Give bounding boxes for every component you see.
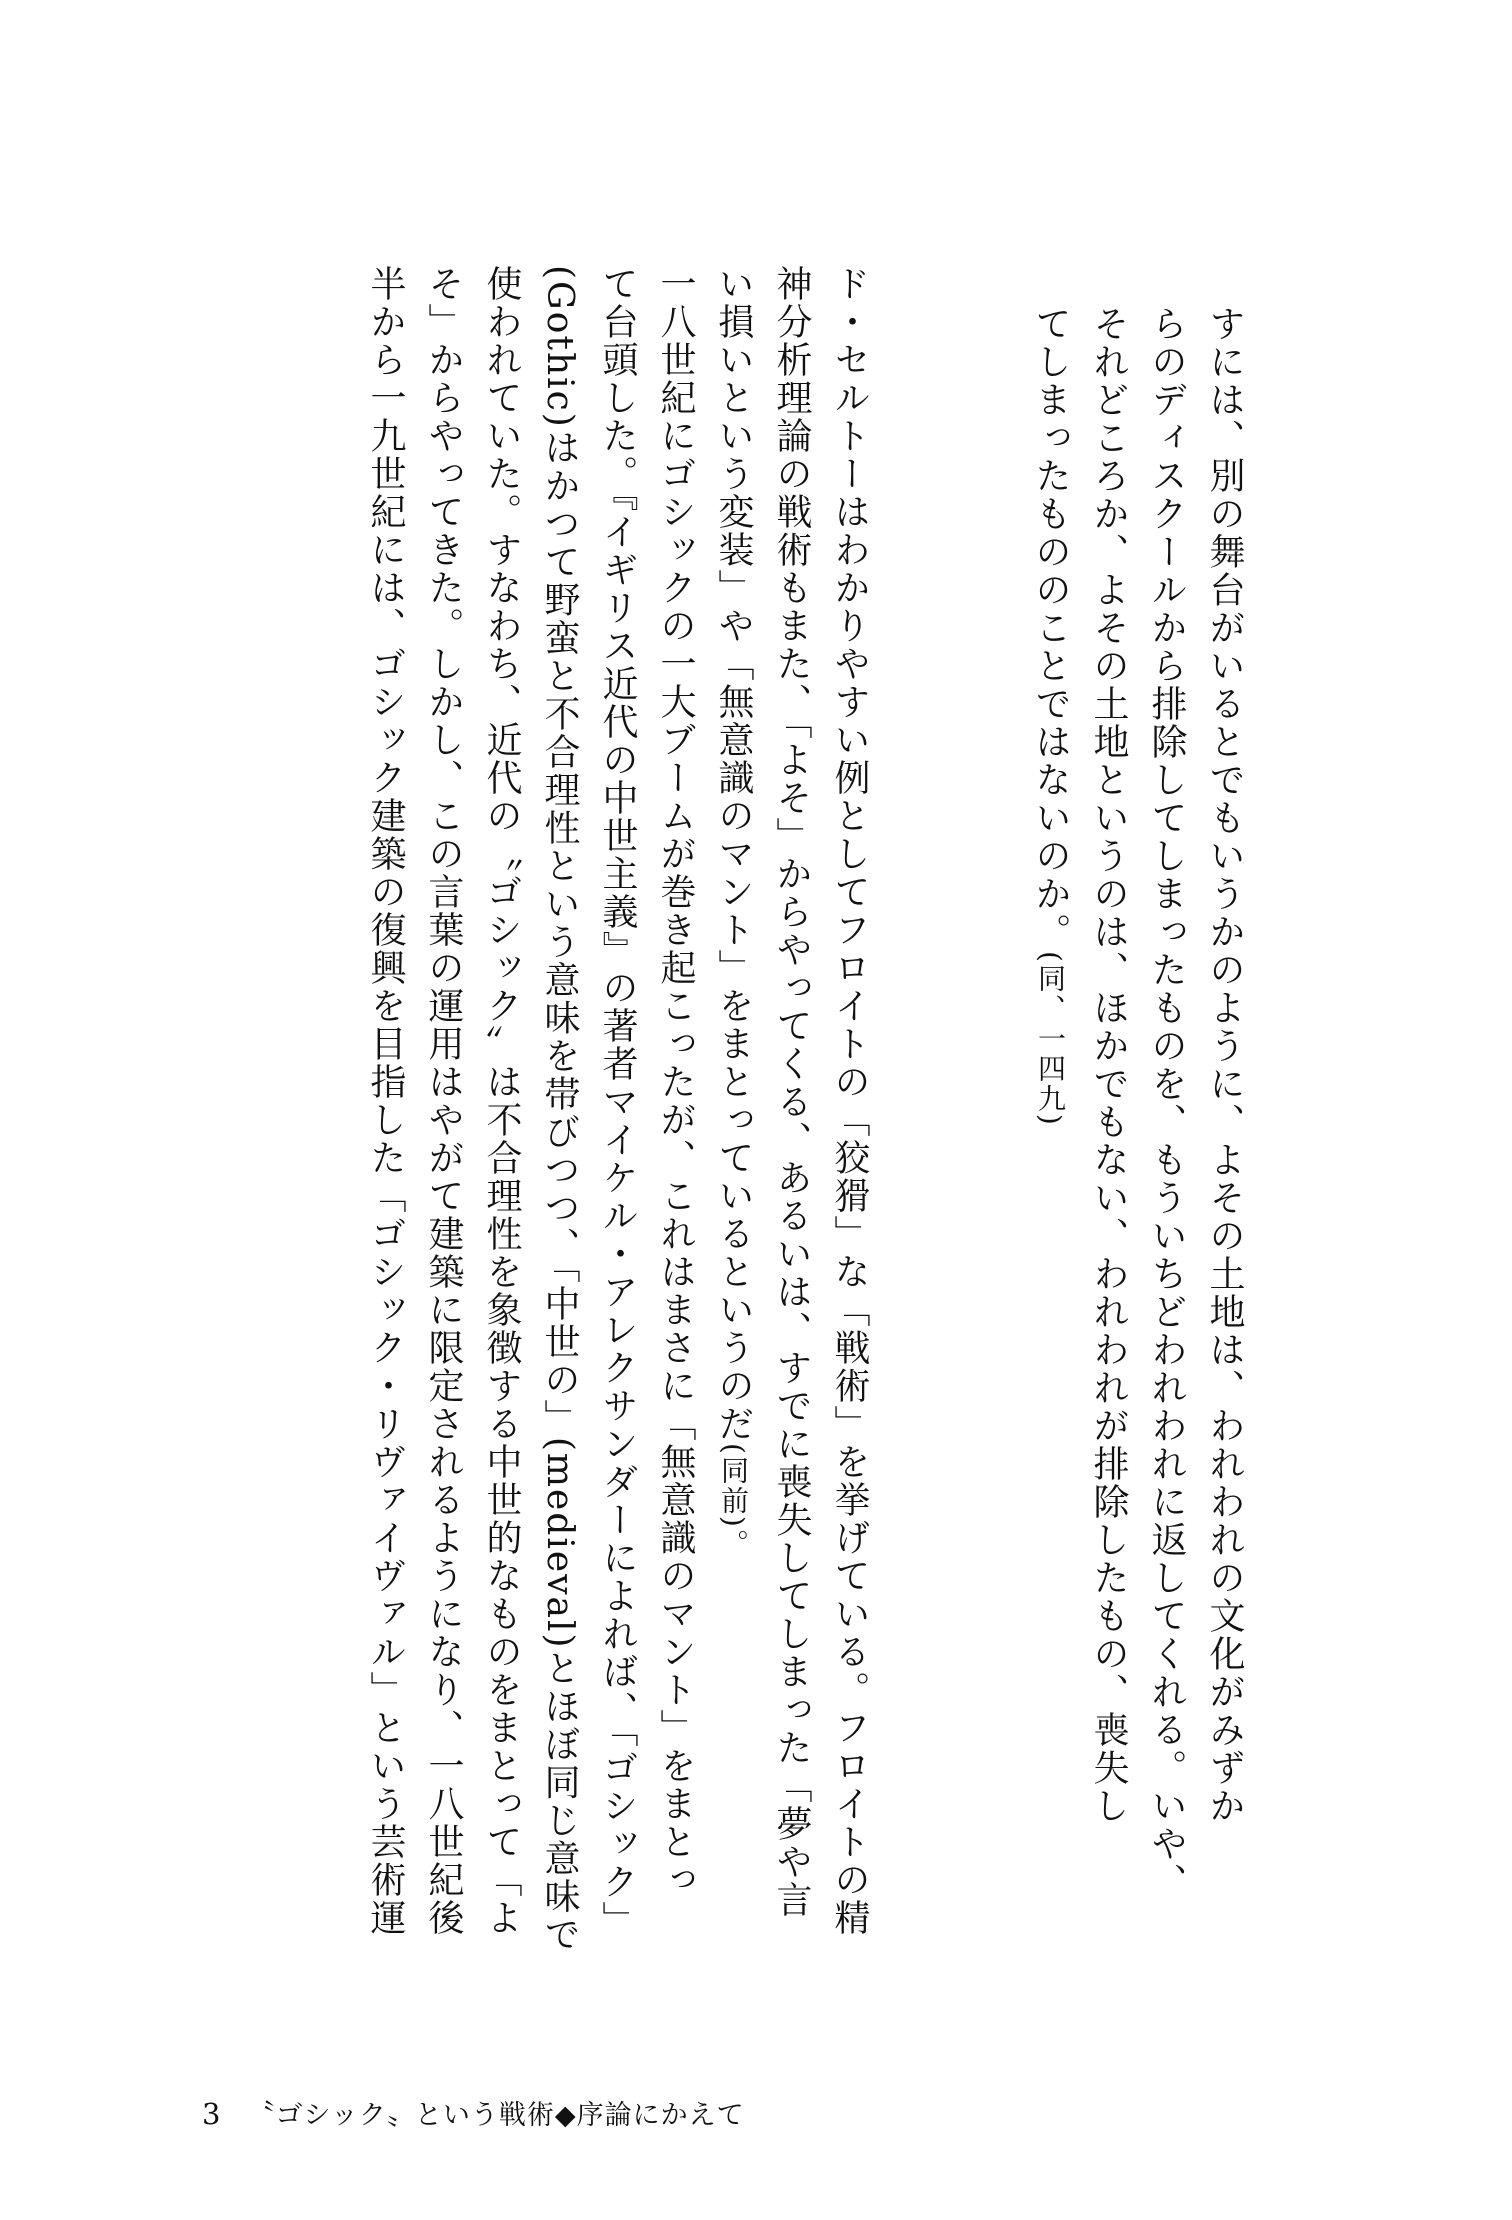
body-line-1: ド・セルトーはわかりやすい例としてフロイトの「狡猾」な「戦術」を挙げている。フロイトの精: [829, 265, 870, 1937]
quote-line-3: それどころか、よその土地というのは、ほかでもない、われわれが排除したもの、喪失し: [1088, 305, 1129, 1825]
block-quote: [985, 305, 1253, 1995]
body-line-3: [704, 265, 762, 1995]
body-line-6: (Gothic)はかつて野蛮と不合理性という意味を帯びつつ、「中世の」(medieval)とほぼ同じ意味で: [539, 265, 580, 1954]
quote-citation: (同、一四九): [1034, 951, 1067, 1127]
quote-line-1: すには、別の舞台がいるとでもいうかのように、よその土地は、われわれの文化がみずか: [1204, 305, 1245, 1825]
body-line-4: 一八世紀にゴシックの一大ブームが巻き起こったが、これはまさに「無意識のマント」をまとっ: [655, 265, 696, 1899]
quote-line-4-text: てしまったもののことではないのか。: [1030, 305, 1071, 951]
page-number: 3: [202, 2097, 222, 2131]
running-title: 〝ゴシック〟という戦術◆序論にかえて: [247, 2100, 745, 2131]
page-footer: [202, 2092, 1102, 2136]
quote-line-4: [1021, 305, 1079, 1995]
body-line-5: て台頭した。『イギリス近代の中世主義』の著者マイケル・アレクサンダーによれば、「ゴシック」: [597, 265, 638, 1939]
body-line-7: 使われていた。すなわち、近代の〝ゴシック〟は不合理性を象徴する中世的なものをまとって「よ: [481, 265, 522, 1937]
body-line-9: 半から一九世紀には、ゴシック建築の復興を目指した「ゴシック・リヴァイヴァル」という芸術運: [365, 265, 406, 1937]
quote-line-2: らのディスクールから排除してしまったものを、もういちどわれわれに返してくれる。いや、: [1146, 305, 1187, 1901]
body-line-3-text: い損いという変装」や「無意識のマント」をまとっているというのだ: [713, 265, 754, 1443]
body-line-2: 神分析理論の戦術もまた、「よそ」からやってくる、あるいは、すでに喪失してしまった「夢や言: [771, 265, 812, 1919]
body-citation: (同前)。: [717, 1443, 750, 1559]
body-line-8: そ」からやってきた。しかし、この言葉の運用はやがて建築に限定されるようになり、一八世紀後: [423, 265, 464, 1937]
body-text: [192, 265, 878, 1995]
